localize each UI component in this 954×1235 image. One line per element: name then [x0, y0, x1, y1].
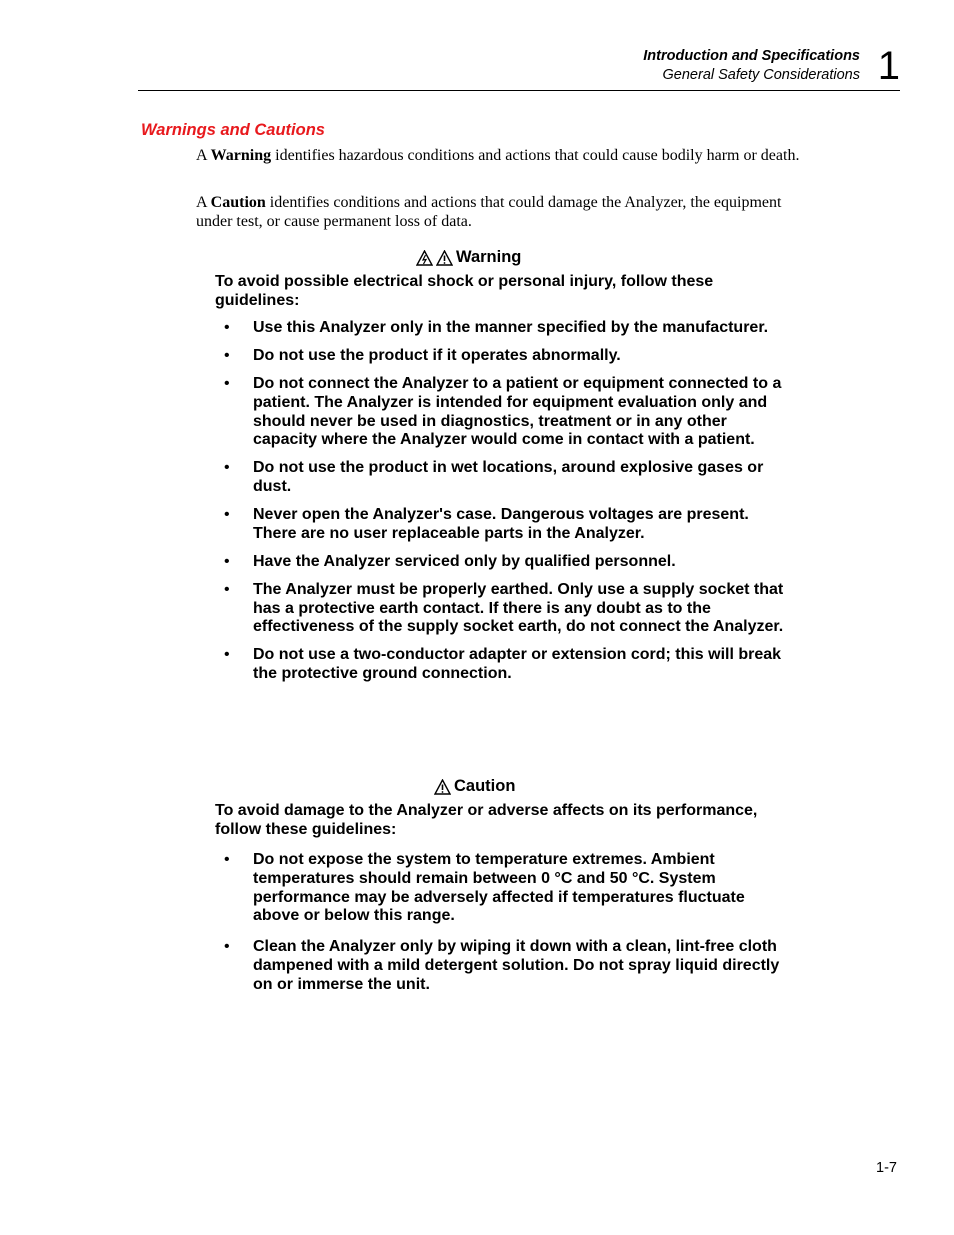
guideline-item	[215, 553, 785, 572]
header-section-title: General Safety Considerations	[662, 67, 860, 83]
caution-heading-label: Caution	[454, 777, 516, 795]
guideline-item	[215, 938, 785, 994]
guideline-item	[215, 581, 785, 637]
guideline-item	[215, 851, 785, 926]
warning-definition-text: identifies hazardous conditions and actions that could cause bodily harm or death.	[271, 147, 800, 164]
warning-heading	[416, 248, 521, 267]
guideline-text: Do not expose the system to temperature extremes. Ambient temperatures should remain between 0 °C and 50 °C. System performance may be adversely affected if temperatures fluctuate above or below this range.	[253, 851, 745, 925]
section-title: Warnings and Cautions	[141, 121, 325, 139]
bullet: •	[224, 580, 230, 598]
warning-definition-term: Warning	[210, 147, 272, 164]
shock-hazard-icon	[416, 250, 433, 266]
bullet: •	[224, 938, 230, 956]
bullet: •	[224, 459, 230, 477]
warning-triangle-icon	[434, 779, 451, 795]
guideline-item	[215, 319, 785, 338]
warning-triangle-icon	[436, 250, 453, 266]
bullet: •	[224, 346, 230, 364]
bullet: •	[224, 552, 230, 570]
bullet: •	[224, 851, 230, 868]
guideline-text: The Analyzer must be properly earthed. Only use a supply socket that has a protective earth contact. If there is any doubt as to the effectiveness of the supply socket earth, do not connect the Analyzer.	[253, 580, 784, 636]
caution-definition	[196, 193, 816, 231]
caution-definition-prefix: A	[196, 194, 211, 211]
caution-guidelines-list	[215, 851, 785, 1007]
bullet: •	[224, 646, 230, 664]
bullet: •	[224, 319, 230, 336]
header-chapter-title: Introduction and Specifications	[643, 48, 860, 64]
caution-definition-term: Caution	[210, 194, 266, 211]
warning-heading-label: Warning	[456, 248, 522, 266]
page-header	[138, 44, 900, 91]
guideline-text: Do not use the product if it operates abnormally.	[253, 346, 621, 364]
guideline-text: Have the Analyzer serviced only by qualified personnel.	[253, 552, 676, 570]
guideline-text: Never open the Analyzer's case. Dangerous voltages are present. There are no user replaceable parts in the Analyzer.	[253, 506, 749, 542]
guideline-text: Do not use a two-conductor adapter or extension cord; this will break the protective ground connection.	[253, 646, 782, 683]
warning-guidelines-list	[215, 319, 785, 693]
guideline-item	[215, 459, 785, 497]
bullet: •	[224, 374, 230, 392]
chapter-number: 1	[877, 44, 900, 88]
caution-definition-text: identifies conditions and actions that could damage the Analyzer, the equipment under test, or cause permanent loss of data.	[196, 194, 782, 230]
warning-definition	[196, 146, 816, 165]
guideline-text: Do not connect the Analyzer to a patient or equipment connected to a patient. The Analyzer is intended for equipment evaluation only and should never be used in diagnostics, treatment or in any other capacity where the Analyzer would come in contact with a patient.	[253, 374, 782, 449]
guideline-text: Do not use the product in wet locations, around explosive gases or dust.	[253, 459, 764, 496]
guideline-item	[215, 506, 785, 544]
page-number: 1-7	[876, 1160, 897, 1176]
caution-intro: To avoid damage to the Analyzer or adverse affects on its performance, follow these guidelines:	[215, 802, 758, 838]
guideline-item	[215, 646, 785, 684]
guideline-text: Clean the Analyzer only by wiping it down with a clean, lint-free cloth dampened with a mild detergent solution. Do not spray liquid directly on or immerse the unit.	[253, 938, 780, 993]
caution-heading	[434, 777, 515, 796]
warning-intro: To avoid possible electrical shock or personal injury, follow these guidelines:	[215, 273, 714, 309]
bullet: •	[224, 506, 230, 524]
guideline-item	[215, 347, 785, 366]
guideline-text: Use this Analyzer only in the manner specified by the manufacturer.	[253, 319, 769, 336]
header-text	[643, 47, 860, 85]
warning-definition-prefix: A	[196, 147, 211, 164]
guideline-item	[215, 375, 785, 450]
